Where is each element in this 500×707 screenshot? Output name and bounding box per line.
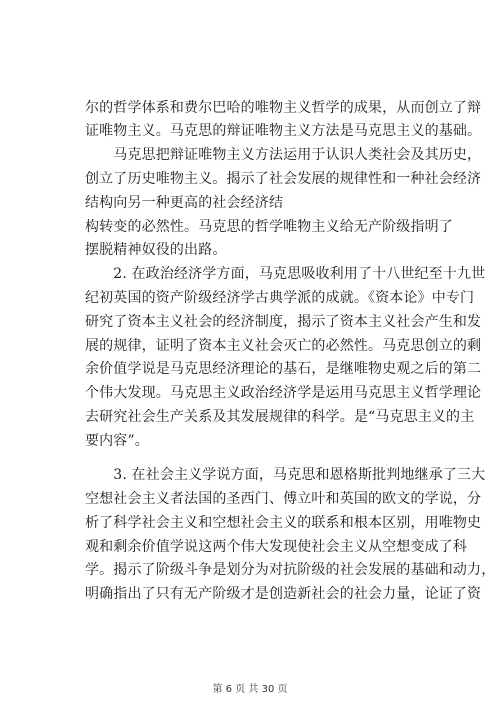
text-line: 展的规律，证明了资本主义社会灭亡的必然性。马克思创立的剩 [85, 338, 482, 354]
text-line: 明确指出了只有无产阶级才是创造新社会的社会力量，论证了资 [85, 586, 482, 602]
text-line: 证唯物主义。马克思的辩证唯物主义方法是马克思主义的基础。 [85, 123, 482, 139]
text-line: 马克思把辩证唯物主义方法运用于认识人类社会及其历史， [85, 147, 482, 163]
text-line: 纪初英国的资产阶级经济学古典学派的成就。《资本论》中专门 [85, 290, 475, 306]
text-line: 尔的哲学体系和费尔巴哈的唯物主义哲学的成果，从而创立了辩 [85, 100, 482, 116]
text-line: 构转变的必然性。马克思的哲学唯物主义给无产阶级指明了 [85, 219, 453, 235]
text-line: 3. 在社会主义学说方面，马克思和恩格斯批判地继承了三大 [85, 467, 486, 483]
text-line: 研究了资本主义社会的经济制度，揭示了资本主义社会产生和发 [85, 314, 482, 330]
text-line: 观和剩余价值学说这两个伟大发现使社会主义从空想变成了科 [85, 539, 468, 555]
text-line: 去研究社会生产关系及其发展规律的科学。是“马克思主义的主 [85, 409, 475, 425]
text-line: 析了科学社会主义和空想社会主义的联系和根本区别，用唯物史 [85, 515, 482, 531]
text-line: 创立了历史唯物主义。揭示了社会发展的规律性和一种社会经济 [85, 171, 482, 187]
text-line: 个伟大发现。马克思主义政治经济学是运用马克思主义哲学理论 [85, 385, 482, 401]
page-number-footer: 第 6 页 共 30 页 [212, 684, 288, 695]
text-line: 空想社会主义者法国的圣西门、傅立叶和英国的欧文的学说，分 [85, 491, 482, 507]
text-line: 学。揭示了阶级斗争是划分为对抗阶级的社会发展的基础和动力， [85, 562, 496, 578]
text-line: 2. 在政治经济学方面，马克思吸收利用了十八世纪至十九世 [85, 266, 486, 282]
text-line: 要内容”。 [85, 433, 149, 449]
text-line: 结构向另一种更高的社会经济结 [85, 195, 284, 211]
text-line: 余价值学说是马克思经济理论的基石，是继唯物史观之后的第二 [85, 361, 482, 377]
text-line: 摆脱精神奴役的出路。 [85, 242, 227, 258]
